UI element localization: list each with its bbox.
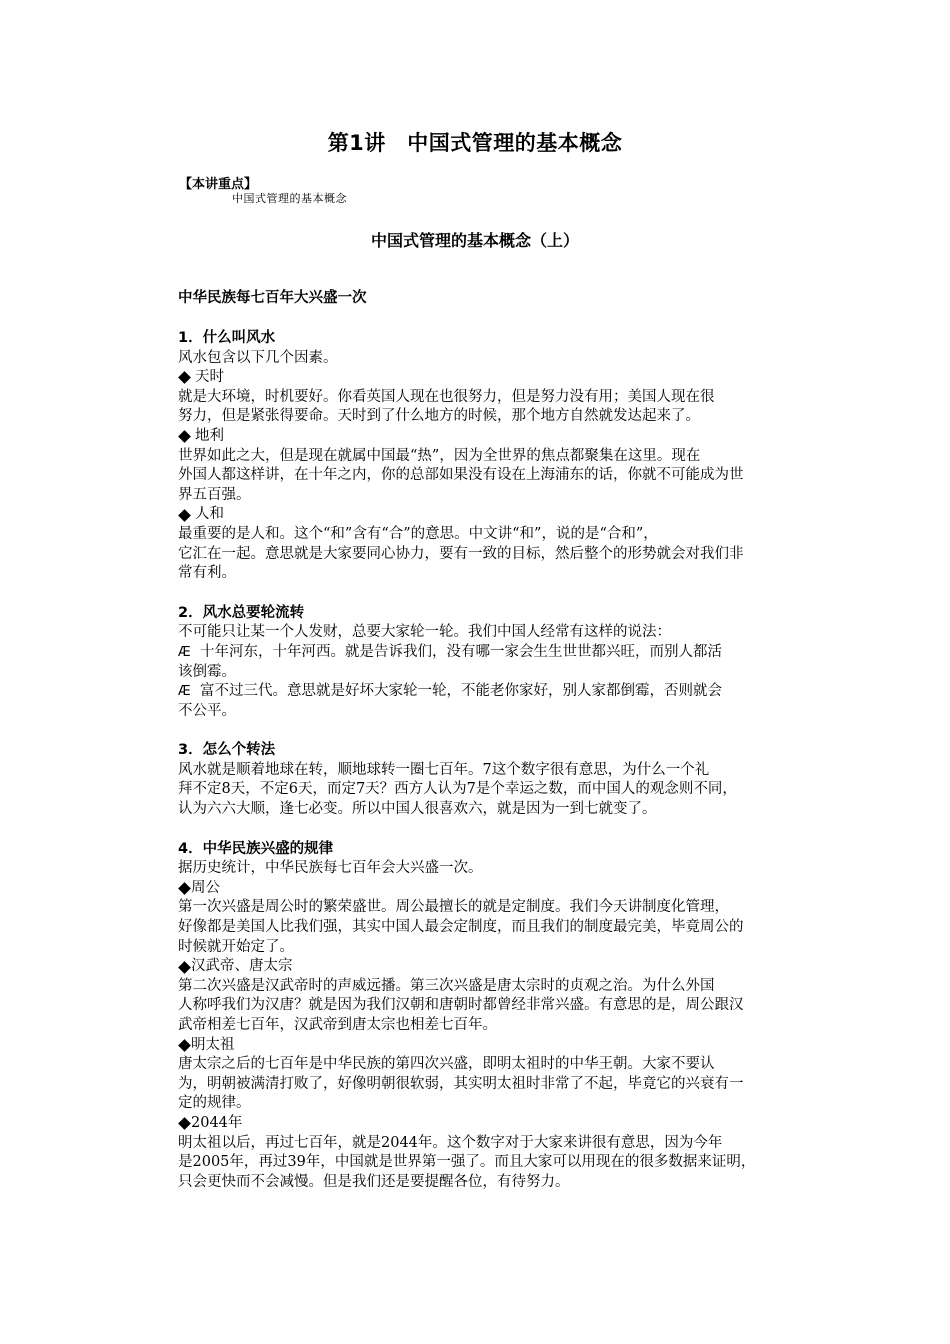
list-item (178, 1036, 806, 1056)
list-item (178, 643, 806, 663)
list-item (178, 368, 806, 388)
paragraph-line: 好像都是美国人比我们强，其实中国人最会定制度，而且我们的制度最完美，毕竟周公的 (178, 919, 744, 936)
section-intro: 据历史统计，中华民族每七百年会大兴盛一次。 (178, 860, 483, 877)
bullet-symbol: Æ (178, 684, 191, 700)
page-title: 第1讲 中国式管理的基本概念 (327, 131, 623, 155)
diamond-bullet-icon (178, 509, 191, 522)
paragraph-line: 十年河东，十年河西。就是告诉我们，没有哪一家会生生世世都兴旺，而别人都活 (200, 643, 722, 660)
item-label: 地利 (195, 427, 224, 444)
item-label: 2044年 (191, 1114, 243, 1131)
paragraph-line: 只会更快而不会减慢。但是我们还是要提醒各位，有待努力。 (178, 1173, 570, 1190)
diamond-bullet-icon (178, 372, 191, 385)
item-label: 汉武帝、唐太宗 (191, 958, 293, 975)
paragraph-line: 第二次兴盛是汉武帝时的声威远播。第三次兴盛是唐太宗时的贞观之治。为什么外国 (178, 977, 715, 994)
bullet-symbol: Æ (178, 644, 191, 660)
paragraph-line: 最重要的是人和。这个“和”含有“合”的意思。中文讲“和”，说的是“合和”， (178, 525, 658, 542)
section-heading: 3．怎么个转法 (178, 742, 276, 759)
list-item (178, 505, 806, 525)
paragraph-line: 该倒霉。 (178, 663, 236, 680)
list-item (178, 957, 806, 977)
paragraph-line: 不公平。 (178, 702, 236, 719)
lecture-body (178, 285, 806, 1192)
main-heading: 中华民族每七百年大兴盛一次 (178, 290, 367, 306)
paragraph-line: 外国人都这样讲，在十年之内，你的总部如果没有设在上海浦东的话，你就不可能成为世 (178, 467, 744, 484)
paragraph-line: 时候就开始定了。 (178, 938, 294, 955)
item-label: 明太祖 (191, 1036, 235, 1053)
paragraph-line: 为，明朝被满清打败了，好像明朝很软弱，其实明太祖时非常了不起，毕竟它的兴衰有一 (178, 1075, 744, 1092)
paragraph-line: 是2005年，再过39年，中国就是世界第一强了。而且大家可以用现在的很多数据来证明， (178, 1154, 756, 1171)
paragraph-line: 人称呼我们为汉唐？就是因为我们汉朝和唐朝时都曾经非常兴盛。有意思的是，周公跟汉 (178, 997, 744, 1014)
paragraph-line: 拜不定8天，不定6天，而定7天？西方人认为7是个幸运之数，而中国人的观念则不同， (178, 781, 737, 798)
list-item (178, 427, 806, 447)
lecture-subtitle: 中国式管理的基本概念（上） (370, 231, 579, 250)
paragraph-line: 就是大环境，时机要好。你看英国人现在也很努力，但是努力没有用；美国人现在很 (178, 388, 715, 405)
paragraph-line: 认为六六大顺，逢七必变。所以中国人很喜欢六，就是因为一到七就变了。 (178, 801, 657, 818)
diamond-bullet-icon (178, 1117, 191, 1130)
section-intro: 风水包含以下几个因素。 (178, 349, 338, 366)
paragraph-line: 定的规律。 (178, 1095, 251, 1112)
paragraph-line: 界五百强。 (178, 486, 251, 503)
section-1 (178, 329, 806, 584)
paragraph-line: 风水就是顺着地球在转，顺地球转一圈七百年。7这个数字很有意思，为什么一个礼 (178, 761, 710, 778)
section-heading: 4．中华民族兴盛的规律 (178, 840, 334, 857)
item-label: 周公 (191, 879, 220, 896)
paragraph-line: 唐太宗之后的七百年是中华民族的第四次兴盛，即明太祖时的中华王朝。大家不要认 (178, 1056, 715, 1073)
paragraph-line: 第一次兴盛是周公时的繁荣盛世。周公最擅长的就是定制度。我们今天讲制度化管理， (178, 899, 729, 916)
paragraph-line: 武帝相差七百年，汉武帝到唐太宗也相差七百年。 (178, 1017, 497, 1033)
paragraph-line: 富不过三代。意思就是好坏大家轮一轮，不能老你家好，别人家都倒霉，否则就会 (200, 683, 722, 700)
diamond-bullet-icon (178, 882, 191, 895)
section-heading: 1．什么叫风水 (178, 330, 276, 346)
paragraph-line: 努力，但是紧张得要命。天时到了什么地方的时候，那个地方自然就发达起来了。 (178, 408, 700, 425)
item-label: 人和 (195, 506, 224, 523)
diamond-bullet-icon (178, 961, 191, 974)
diamond-bullet-icon (178, 430, 191, 443)
section-3 (178, 741, 806, 819)
key-points-label: 【本讲重点】 (179, 177, 258, 192)
key-points-value: 中国式管理的基本概念 (232, 192, 347, 205)
paragraph-line: 它汇在一起。意思就是大家要同心协力，要有一致的目标，然后整个的形势就会对我们非 (178, 545, 744, 562)
item-label: 天时 (195, 369, 224, 386)
paragraph-line: 世界如此之大，但是现在就属中国最“热”，因为全世界的焦点都聚集在这里。现在 (178, 447, 701, 464)
section-intro: 不可能只让某一个人发财，总要大家轮一轮。我们中国人经常有这样的说法： (178, 624, 671, 641)
section-4 (178, 840, 806, 1193)
section-2 (178, 604, 806, 722)
list-item (178, 879, 806, 899)
paragraph-line: 明太祖以后，再过七百年，就是2044年。这个数字对于大家来讲很有意思，因为今年 (178, 1134, 723, 1151)
section-heading: 2．风水总要轮流转 (178, 604, 305, 621)
list-item (178, 682, 806, 702)
list-item (178, 1114, 806, 1134)
diamond-bullet-icon (178, 1039, 191, 1052)
paragraph-line: 常有利。 (178, 565, 236, 582)
